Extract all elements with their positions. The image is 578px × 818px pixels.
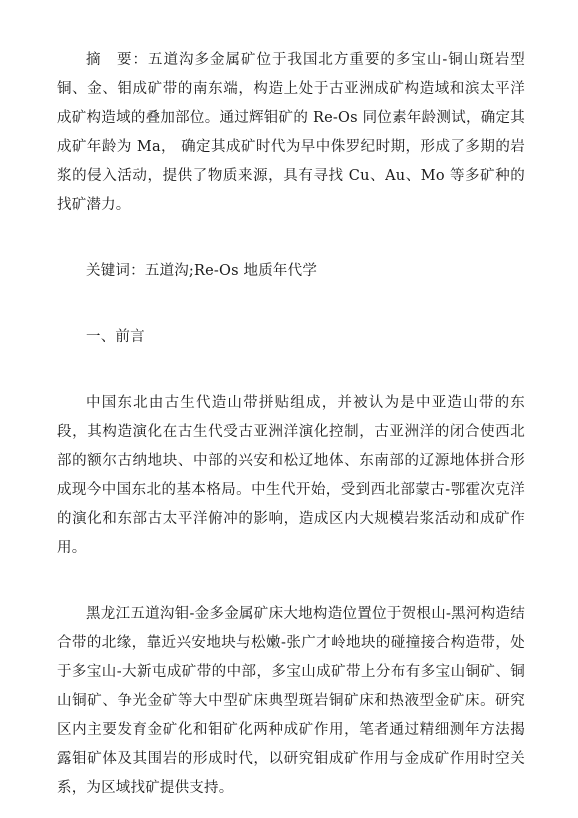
keywords-label: 关键词： [86, 263, 145, 279]
keywords-paragraph [57, 257, 525, 286]
keywords-text: 五道沟;Re-Os 地质年代学 [144, 263, 318, 279]
document-page [57, 46, 525, 803]
abstract-paragraph [57, 46, 525, 220]
abstract-text: 五道沟多金属矿位于我国北方重要的多宝山-铜山斑岩型铜、金、钼成矿带的南东端，构造上处于古亚洲成矿构造域和滨太平洋成矿构造域的叠加部位。通过辉钼矿的 Re-Os 同位素年龄测试，确定其成矿年龄为 Ma， 确定其成矿时代为早中侏罗纪时期，形成了多期的岩浆的侵入活动，提供了物质来源，具有寻找 Cu、Au、Mo 等多矿种的找矿潜力。 [57, 52, 525, 213]
section-heading: 一、前言 [86, 329, 145, 345]
body-paragraph-1: 中国东北由古生代造山带拼贴组成，并被认为是中亚造山带的东段，其构造演化在古生代受古亚洲洋演化控制，古亚洲洋的闭合使西北部的额尔古纳地块、中部的兴安和松辽地体、东南部的辽源地体拼合形成现今中国东北的基本格局。中生代开始，受到西北部蒙古-鄂霍次克洋的演化和东部古太平洋俯冲的影响，造成区内大规模岩浆活动和成矿作用。 [57, 395, 525, 556]
abstract-label: 摘 要： [86, 52, 148, 68]
body-paragraph-2: 黑龙江五道沟钼-金多金属矿床大地构造位置位于贺根山-黑河构造结合带的北缘，靠近兴安地块与松嫩-张广才岭地块的碰撞接合构造带，处于多宝山-大新屯成矿带的中部，多宝山成矿带上分布有多宝山铜矿、铜山铜矿、争光金矿等大中型矿床典型斑岩铜矿床和热液型金矿床。研究区内主要发育金矿化和钼矿化两种成矿作用，笔者通过精细测年方法揭露钼矿体及其围岩的形成时代，以研究钼成矿作用与金成矿作用时空关系，为区域找矿提供支持。 [57, 606, 525, 796]
